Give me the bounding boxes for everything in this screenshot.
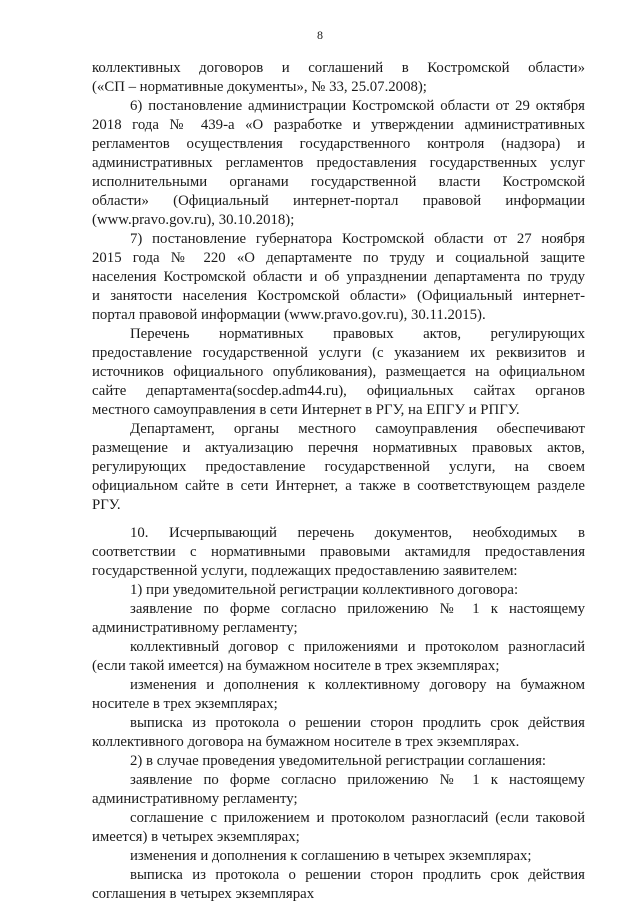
text-line: 10. Исчерпывающий перечень документов, необходимых в <box>130 525 585 541</box>
text-line: коллективных договоров и соглашений в Костромской области» <box>92 60 585 76</box>
text-line: заявление по форме согласно приложению № 1 к настоящему <box>130 601 585 617</box>
text-line: заявление по форме согласно приложению № 1 к настоящему <box>130 772 585 788</box>
text-line: портал правовой информации (www.pravo.gov.ru), 30.11.2015). <box>92 307 486 323</box>
text-line: местного самоуправления в сети Интернет в РГУ, на ЕПГУ и РПГУ. <box>92 402 520 418</box>
text-line: 7) постановление губернатора Костромской области от 27 ноября <box>130 231 585 247</box>
text-line: имеется) в четырех экземплярах; <box>92 829 300 845</box>
text-line: исполнительными органами государственной власти Костромской <box>92 174 585 190</box>
text-line: административному регламенту; <box>92 791 298 807</box>
text-line: государственной услуги, подлежащих предоставлению заявителем: <box>92 563 518 579</box>
text-line: коллективный договор с приложениями и протоколом разногласий <box>130 639 585 655</box>
text-line: административных регламентов предоставления государственных услуг <box>92 155 585 171</box>
text-line: РГУ. <box>92 497 121 513</box>
text-line: области» (Официальный интернет-портал правовой информации <box>92 193 585 209</box>
text-line: изменения и дополнения к соглашению в четырех экземплярах; <box>130 848 532 864</box>
text-line: соглашение с приложением и протоколом разногласий (если таковой <box>130 810 585 826</box>
text-line: и занятости населения Костромской области» (Официальный интернет- <box>92 288 585 304</box>
text-line: 2) в случае проведения уведомительной регистрации соглашения: <box>130 753 547 769</box>
text-line: источников официального опубликования), размещается на официальном <box>92 364 585 380</box>
text-line: («СП – нормативные документы», № 33, 25.07.2008); <box>92 79 427 95</box>
paragraph-gap <box>92 515 585 524</box>
page-number: 8 <box>317 28 323 42</box>
text-line: Перечень нормативных правовых актов, регулирующих <box>130 326 585 342</box>
text-line: предоставление государственной услуги (с указанием их реквизитов и <box>92 345 585 361</box>
text-line: 2018 года № 439-а «О разработке и утверждении административных <box>92 117 585 133</box>
text-line: регламентов осуществления государственного контроля (надзора) и <box>92 136 585 152</box>
text-line: (www.pravo.gov.ru), 30.10.2018); <box>92 212 295 228</box>
text-line: 2015 года № 220 «О департаменте по труду и социальной защите <box>92 250 585 266</box>
text-line: выписка из протокола о решении сторон продлить срок действия <box>130 867 585 883</box>
text-line: носителе в трех экземплярах; <box>92 696 278 712</box>
text-line: коллективного договора на бумажном носителе в трех экземплярах. <box>92 734 520 750</box>
text-line: изменения и дополнения к коллективному договору на бумажном <box>130 677 585 693</box>
text-line: сайте департамента(socdep.adm44.ru), официальных сайтах органов <box>92 383 585 399</box>
text-line: выписка из протокола о решении сторон продлить срок действия <box>130 715 585 731</box>
text-line: административному регламенту; <box>92 620 298 636</box>
text-line: населения Костромской области и об упразднении департамента по труду <box>92 269 585 285</box>
text-line: 6) постановление администрации Костромской области от 29 октября <box>130 98 585 114</box>
text-line: размещение и актуализацию перечня нормативных правовых актов, <box>92 440 585 456</box>
text-line: (если такой имеется) на бумажном носителе в трех экземплярах; <box>92 658 500 674</box>
text-line: Департамент, органы местного самоуправления обеспечивают <box>130 421 585 437</box>
text-line: официальном сайте в сети Интернет, а также в соответствующем разделе <box>92 478 585 494</box>
text-line: соответствии с нормативными правовыми актамидля предоставления <box>92 544 585 560</box>
document-body <box>92 59 585 904</box>
text-line: регулирующих предоставление государственной услуги, на своем <box>92 459 585 475</box>
text-line: соглашения в четырех экземплярах <box>92 886 315 902</box>
text-line: 1) при уведомительной регистрации коллективного договора: <box>130 582 519 598</box>
